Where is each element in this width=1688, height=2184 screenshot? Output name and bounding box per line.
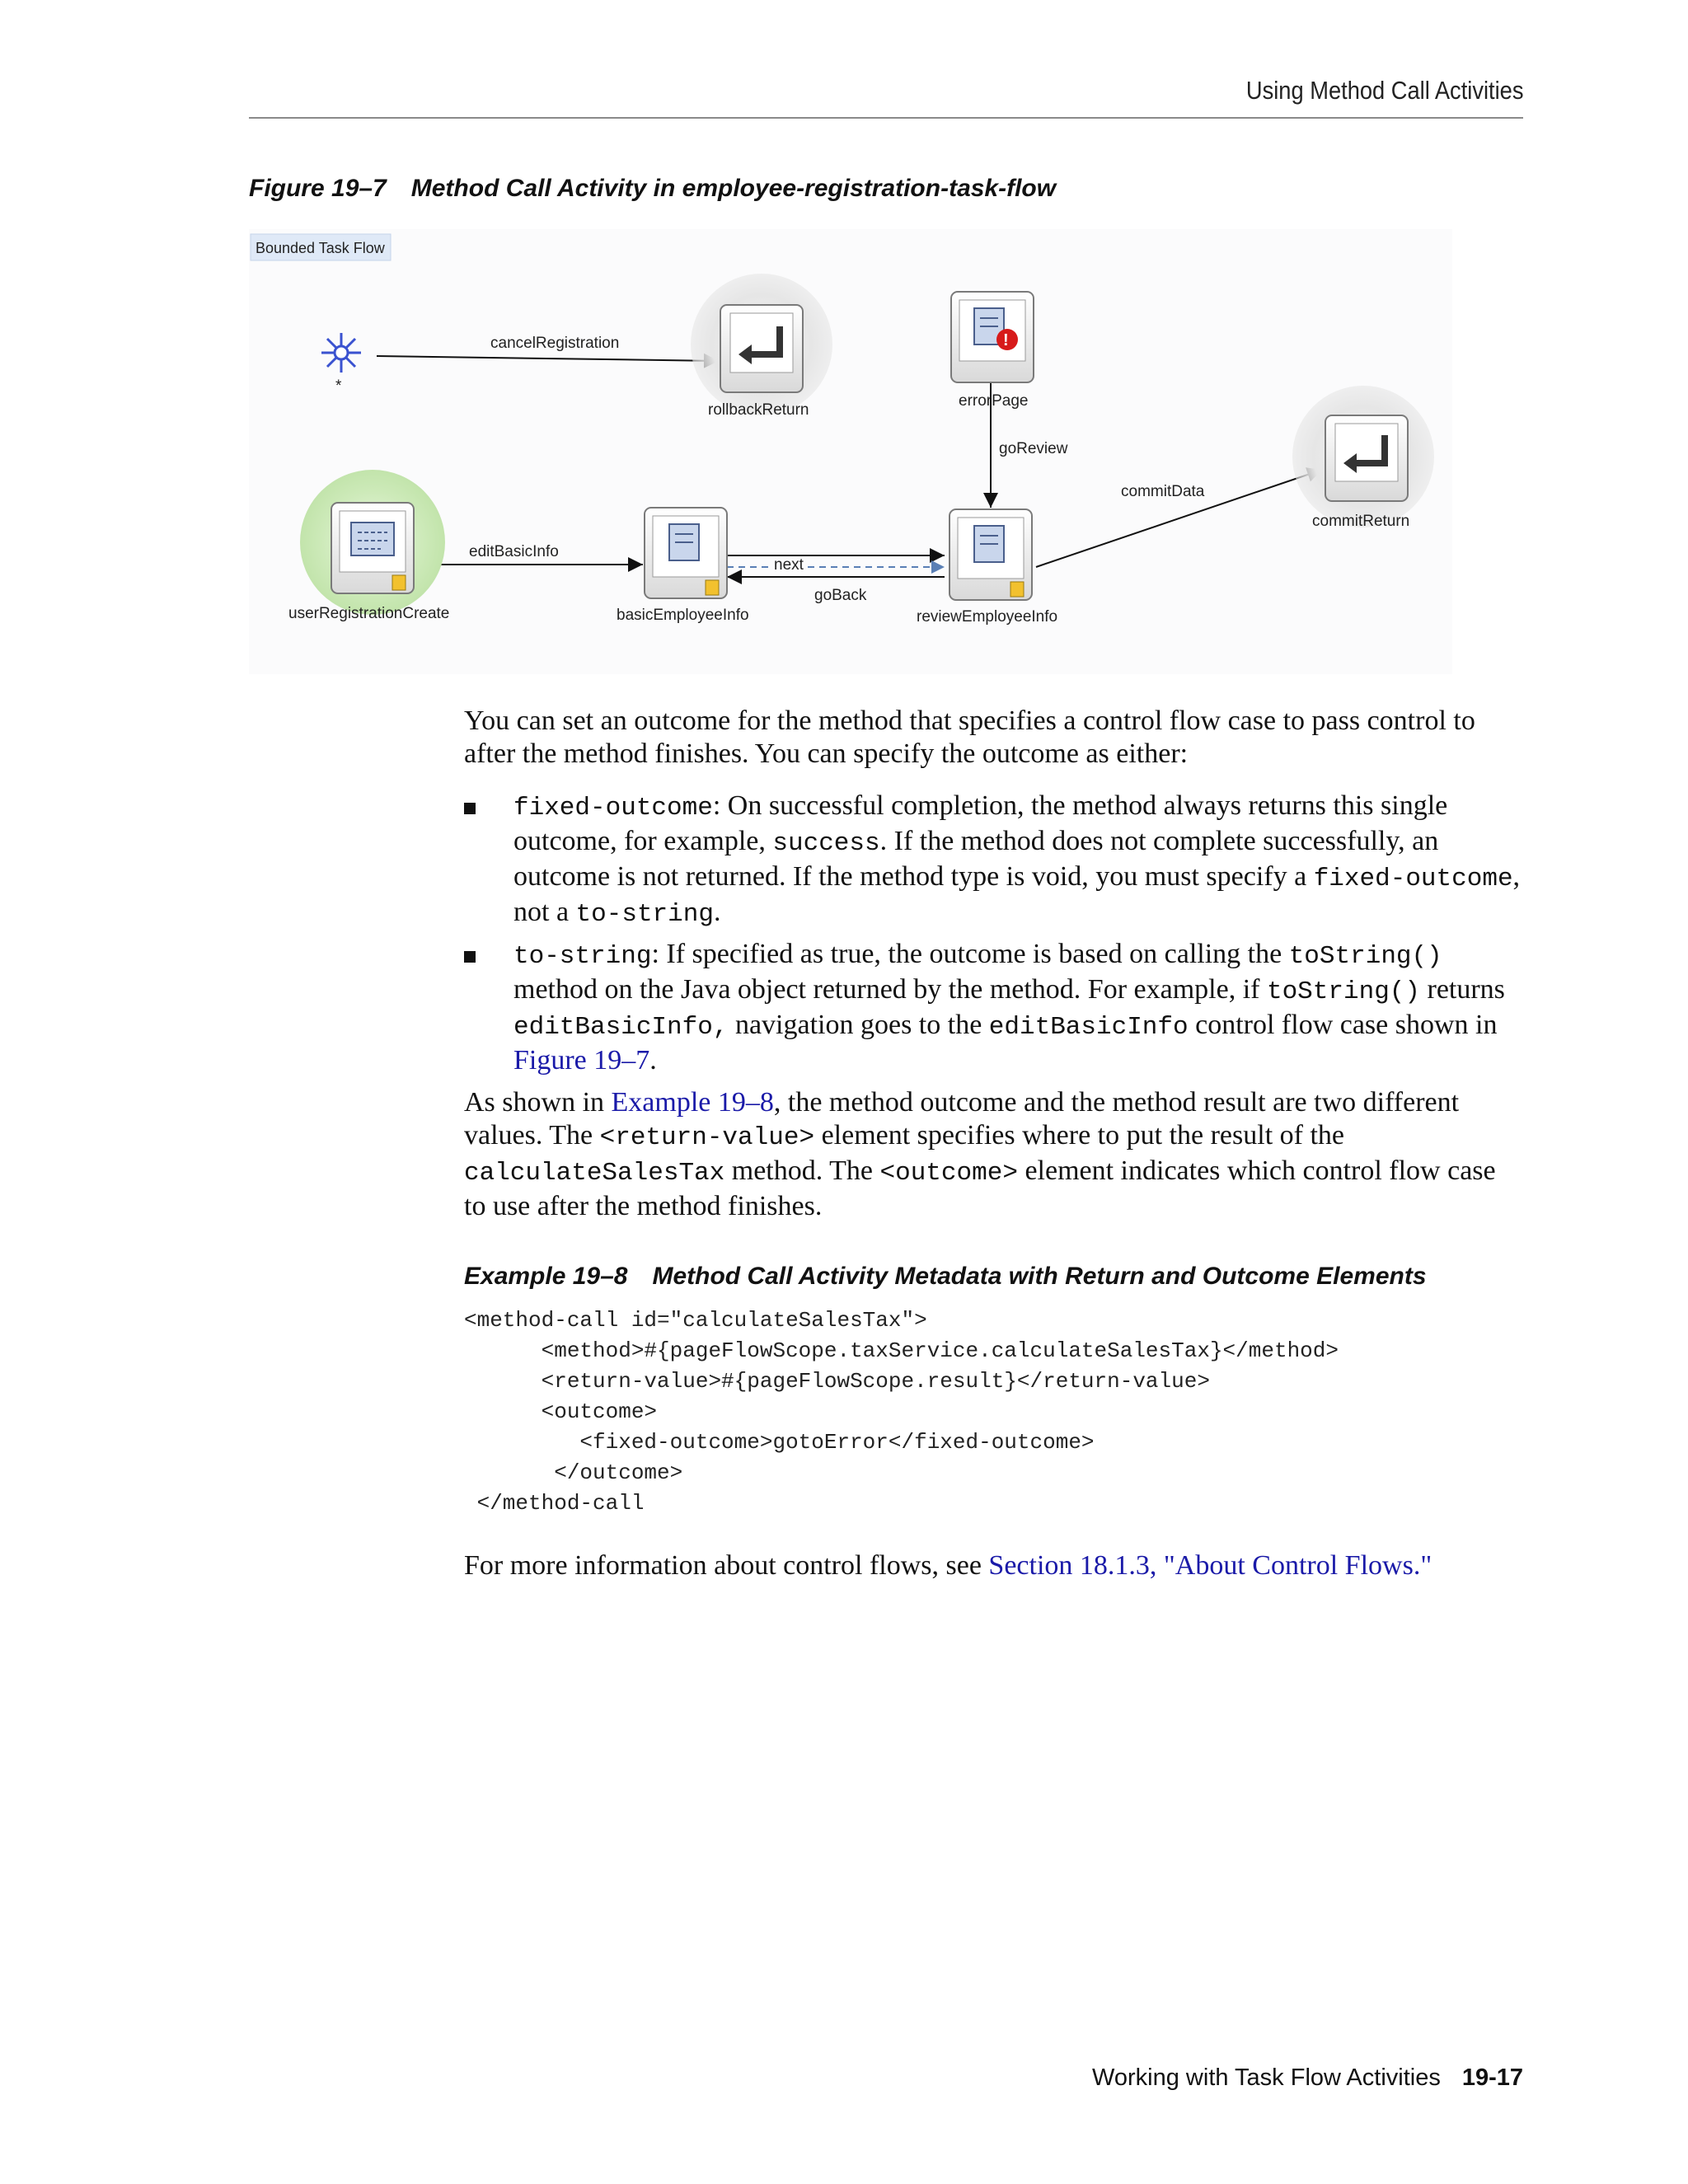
paragraph-text: As shown in [464,1087,612,1118]
paragraph-text: method. The [724,1155,880,1186]
bullet-to-string [513,938,1523,1077]
example-number: Example 19–8 [464,1263,628,1290]
bullet-text: : If specified as true, the outcome is based on calling the [651,939,1289,969]
code-tostring-method: toString() [1266,977,1420,1006]
node-commit-return [1292,386,1434,527]
node-rollback-return [691,274,832,415]
code-fixed-outcome: fixed-outcome [1313,865,1513,893]
link-example-19-8[interactable]: Example 19–8 [611,1087,774,1118]
binding-icon [1010,582,1024,597]
node-label-user-registration-create: userRegistrationCreate [288,605,450,622]
figure-caption [249,175,1056,203]
edge-label-commit-data: commitData [1121,483,1205,500]
svg-text:!: ! [1003,331,1009,349]
wildcard-icon [321,333,361,373]
paragraph-more-info [464,1549,1523,1582]
figure-number: Figure 19–7 [249,175,387,202]
link-section-18-1-3[interactable]: Section 18.1.3, "About Control Flows." [988,1550,1432,1581]
svg-text:Bounded Task Flow: Bounded Task Flow [256,240,385,256]
paragraph-text: element specifies where to put the result of the [814,1120,1345,1151]
paragraph-outcome-intro: You can set an outcome for the method that specifies a control flow case to pass control to after the method finishes. You can specify the outcome as either: [464,705,1475,769]
node-label-basic-employee-info: basicEmployeeInfo [617,607,749,624]
link-figure-19-7[interactable]: Figure 19–7 [513,1045,650,1076]
code-tostring-method: toString() [1288,942,1442,971]
bullet-text: control flow case shown in [1188,1010,1498,1040]
binding-icon [392,575,406,590]
running-header [249,73,1523,119]
bullet-text: : On successful completion, the method always returns this single outcome, for example, [513,790,1448,856]
bullet-text: navigation goes to the [728,1010,989,1040]
paragraph-text: , the method outcome and the method result are two different values. The [464,1087,1460,1151]
figure-title: Method Call Activity in employee-registration-task-flow [410,175,1057,202]
node-label-commit-return: commitReturn [1312,513,1410,530]
paragraph-method-outcome [464,1086,1523,1223]
edge-label-edit-basic-info: editBasicInfo [469,543,559,560]
edge-label-cancel-registration: cancelRegistration [490,335,620,352]
node-user-registration-create [300,470,445,615]
bullet-marker [464,803,476,814]
example-title: Method Call Activity Metadata with Return and Outcome Elements [652,1263,1427,1290]
code-edit-basic-info: editBasicInfo [988,1013,1189,1042]
code-block: <method-call id="calculateSalesTax"> <method>#{pageFlowScope.taxService.calculateSalesTax}</method> <return-value>#{pageFlowScope.result}</return-value> <outcome> <fixed-outcome>gotoError</fixed-outcome> </outcome> </method-call [464,1308,1339,1516]
running-title: Using Method Call Activities [1245,76,1523,105]
node-review-employee-info [950,509,1032,600]
binding-icon [706,580,719,595]
code-fixed-outcome: fixed-outcome [513,794,713,823]
bullet-text: method on the Java object returned by the method. For example, if [513,974,1267,1005]
paragraph-text: element indicates which control flow case to use after the method finishes. [464,1155,1496,1221]
example-caption [464,1263,1427,1291]
edge-label-go-back: goBack [814,587,867,604]
page-footer [1092,2064,1523,2092]
bullet-text: , not a [513,861,1521,927]
page-number: 19-17 [1461,2064,1523,2091]
bullet-text: returns [1420,974,1505,1005]
code-to-string: to-string [575,900,714,929]
bullet-marker [464,951,476,963]
edge-label-next: next [774,556,804,574]
node-error-page [951,292,1034,382]
wildcard-star: * [335,377,342,395]
node-label-rollback-return: rollbackReturn [708,401,809,419]
code-to-string: to-string [513,942,652,971]
bounded-task-flow-badge [251,234,391,260]
bullet-text: . If the method does not complete successfully, an outcome is not returned. If the method type is void, you must specify a [513,826,1439,892]
code-outcome: <outcome> [879,1159,1018,1188]
task-flow-diagram [249,229,1452,674]
node-label-error-page: errorPage [959,392,1029,410]
code-calculate-sales-tax: calculateSalesTax [464,1159,725,1188]
paragraph-text: For more information about control flows, see [464,1550,989,1581]
footer-chapter-title: Working with Task Flow Activities [1092,2064,1441,2091]
bullet-text: . [649,1045,657,1076]
code-success: success [772,829,880,858]
node-basic-employee-info [645,508,727,598]
bullet-fixed-outcome [513,790,1523,931]
bullet-text: . [713,897,721,927]
code-return-value: <return-value> [599,1123,815,1152]
node-label-review-employee-info: reviewEmployeeInfo [917,608,1058,626]
method-call-icon [351,523,394,555]
edge-label-go-review: goReview [999,440,1068,457]
code-edit-basic-info: editBasicInfo, [513,1013,729,1042]
